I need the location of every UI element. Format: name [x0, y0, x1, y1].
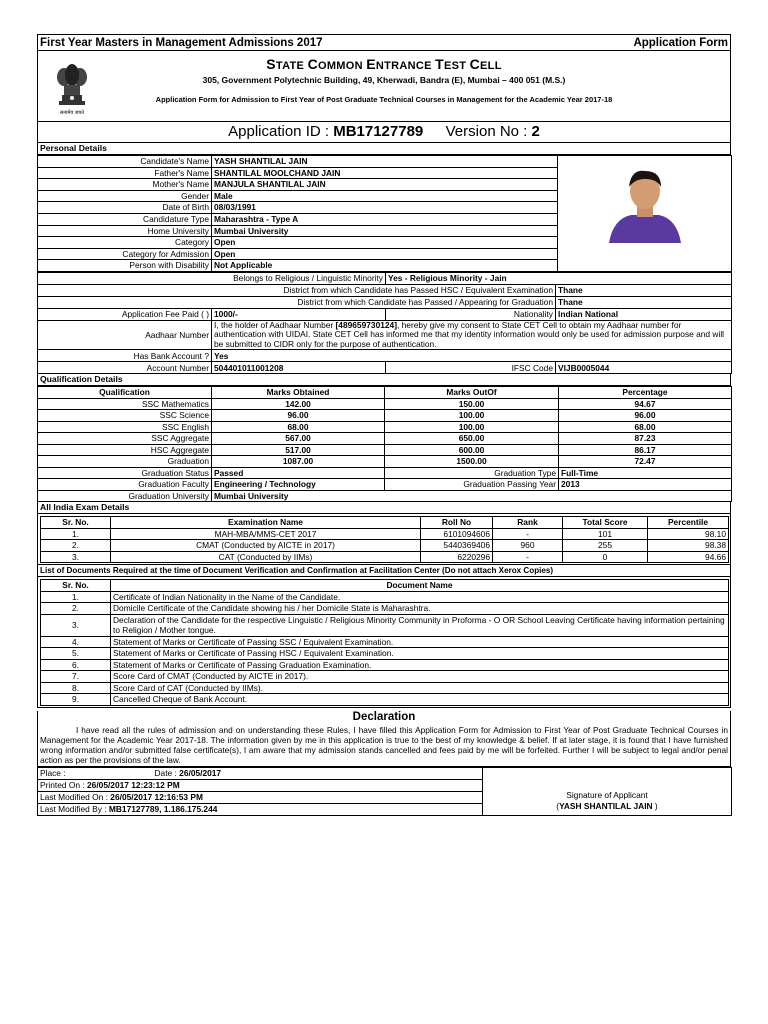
table-cell: 8. — [41, 682, 111, 694]
table-row — [41, 540, 729, 552]
exam-table-wrap — [37, 514, 731, 565]
personal-value: MANJULA SHANTILAL JAIN — [212, 179, 558, 191]
personal-value: SHANTILAL MOOLCHAND JAIN — [212, 167, 558, 179]
table-cell: 1. — [41, 528, 111, 540]
personal-details-extra — [37, 272, 732, 375]
column-header: Total Score — [563, 517, 648, 529]
table-cell: 5. — [41, 648, 111, 660]
table-row — [38, 444, 732, 456]
table-cell: 255 — [563, 540, 648, 552]
grad-status-label: Graduation Status — [38, 467, 212, 479]
personal-label: Person with Disability — [38, 260, 212, 272]
personal-label: Mother's Name — [38, 179, 212, 191]
date-field: Date : 26/05/2017 — [153, 767, 483, 779]
form-subtitle: Application Form for Admission to First Year of Post Graduate Technical Courses in Management for the Academic Year 2017-18 — [155, 95, 613, 104]
personal-value: Open — [212, 237, 558, 249]
table-row — [41, 671, 729, 683]
table-cell: 2. — [41, 540, 111, 552]
bank-account-value: Yes — [212, 350, 732, 362]
place-label: Place : — [38, 767, 153, 779]
table-cell: Statement of Marks or Certificate of Passing SSC / Equivalent Examination. — [111, 636, 729, 648]
personal-value: Open — [212, 248, 558, 260]
table-cell: 150.00 — [385, 398, 559, 410]
table-row — [41, 682, 729, 694]
table-cell: 6220296 — [421, 551, 493, 563]
application-id: MB17127789 — [333, 123, 424, 140]
account-number-label: Account Number — [38, 362, 212, 374]
table-row — [41, 551, 729, 563]
table-cell: 517.00 — [212, 444, 385, 456]
personal-value: Maharashtra - Type A — [212, 213, 558, 225]
section-exam-details: All India Exam Details — [37, 502, 731, 514]
ifsc-value: VIJB0005044 — [556, 362, 732, 374]
nationality-label: Nationality — [386, 308, 556, 320]
table-cell: 86.17 — [559, 444, 732, 456]
table-cell: 101 — [563, 528, 648, 540]
column-header: Rank — [493, 517, 563, 529]
table-cell: - — [493, 551, 563, 563]
column-header: Marks OutOf — [385, 387, 559, 399]
table-cell: Statement of Marks or Certificate of Passing Graduation Examination. — [111, 659, 729, 671]
table-cell: CMAT (Conducted by AICTE in 2017) — [111, 540, 421, 552]
table-cell: Graduation — [38, 456, 212, 468]
qualification-table — [37, 386, 732, 502]
table-cell: 94.67 — [559, 398, 732, 410]
table-cell: Score Card of CMAT (Conducted by AICTE in 2017). — [111, 671, 729, 683]
table-cell: 6. — [41, 659, 111, 671]
table-cell: 6101094606 — [421, 528, 493, 540]
table-cell: Statement of Marks or Certificate of Passing HSC / Equivalent Examination. — [111, 648, 729, 660]
table-row — [38, 456, 732, 468]
table-cell: 7. — [41, 671, 111, 683]
personal-label: Candidature Type — [38, 213, 212, 225]
aadhaar-consent: I, the holder of Aadhaar Number [489659730124], hereby give my consent to State CET Cell to obtain my Aadhaar number for authentication with UIDAI. State CET Cell has informed me that my identity information would only be used for admission purpose and will be submitted to CIDR only for the purpose of authentication. — [212, 320, 732, 350]
table-cell: 98.10 — [648, 528, 729, 540]
form-type: Application Form — [633, 36, 728, 49]
personal-label: Gender — [38, 190, 212, 202]
ifsc-label: IFSC Code — [386, 362, 556, 374]
table-cell: 3. — [41, 551, 111, 563]
personal-label: Candidate's Name — [38, 156, 212, 168]
printed-on: Printed On : 26/05/2017 12:23:12 PM — [38, 779, 483, 791]
account-number-value: 504401011001208 — [212, 362, 386, 374]
column-header: Sr. No. — [41, 580, 111, 592]
table-row — [38, 433, 732, 445]
personal-value: YASH SHANTILAL JAIN — [212, 156, 558, 168]
bank-account-label: Has Bank Account ? — [38, 350, 212, 362]
table-cell: 87.23 — [559, 433, 732, 445]
table-row — [41, 659, 729, 671]
table-row — [41, 636, 729, 648]
documents-table — [40, 579, 729, 706]
column-header: Document Name — [111, 580, 729, 592]
personal-value: Male — [212, 190, 558, 202]
declaration-text: I have read all the rules of admission and on understanding these Rules, I have filled this Application Form for Admission to First Year of Post Graduate Technical Courses in Management for the Academic Year 2017-18. The information given by me in this application is true to the best of my knowledge & belief. If at later stage, it is found that I have furnished wrong information and/or submitted false certificate(s), I am aware that my admission stands cancelled and fees paid by me will be forfeited. Further I will be subject to legal and/or penal action as per the provisions of the law. — [40, 724, 728, 765]
declaration-block — [37, 711, 731, 767]
table-cell: Declaration of the Candidate for the respective Linguistic / Religious Minority Community in Proforma - O OR School Leaving Certificate having information pertaining to Religion / Mother tongue. — [111, 614, 729, 636]
table-cell: 98.38 — [648, 540, 729, 552]
personal-details-table — [37, 155, 732, 272]
table-cell: 94.66 — [648, 551, 729, 563]
signature-label: Signature of Applicant — [566, 789, 648, 800]
grad-status-value: Passed — [212, 467, 385, 479]
table-cell: 3. — [41, 614, 111, 636]
cell-title: STATE COMMON ENTRANCE TEST CELL — [266, 56, 502, 72]
table-row — [41, 614, 729, 636]
personal-label: Date of Birth — [38, 202, 212, 214]
personal-label: Category for Admission — [38, 248, 212, 260]
personal-label: Home University — [38, 225, 212, 237]
grad-faculty-label: Graduation Faculty — [38, 479, 212, 491]
table-cell: 142.00 — [212, 398, 385, 410]
table-cell: 0 — [563, 551, 648, 563]
declaration-title: Declaration — [352, 710, 416, 723]
documents-table-wrap — [37, 577, 731, 708]
cell-address: 305, Government Polytechnic Building, 49, Kherwadi, Bandra (E), Mumbai – 400 051 (M.S.) — [202, 75, 566, 85]
table-cell: SSC English — [38, 421, 212, 433]
grad-type-value: Full-Time — [559, 467, 732, 479]
application-id-bar: Application ID : MB17127789 Version No : 2 — [37, 122, 731, 143]
section-qualification-details: Qualification Details — [37, 374, 731, 386]
column-header: Sr. No. — [41, 517, 111, 529]
exam-table — [40, 516, 729, 563]
table-cell: 4. — [41, 636, 111, 648]
column-header: Percentile — [648, 517, 729, 529]
table-cell: 9. — [41, 694, 111, 706]
last-modified-on: Last Modified On : 26/05/2017 12:16:53 PM — [38, 791, 483, 803]
signature-name: (YASH SHANTILAL JAIN ) — [556, 800, 658, 811]
grad-year-value: 2013 — [559, 479, 732, 491]
religious-minority-label: Belongs to Religious / Linguistic Minority — [38, 272, 386, 284]
aadhaar-label: Aadhaar Number — [38, 320, 212, 350]
grad-type-label: Graduation Type — [385, 467, 559, 479]
table-cell: 1500.00 — [385, 456, 559, 468]
table-cell: 100.00 — [385, 410, 559, 422]
table-cell: 96.00 — [212, 410, 385, 422]
table-cell: Score Card of CAT (Conducted by IIMs). — [111, 682, 729, 694]
signature-block — [483, 767, 732, 815]
version-number: 2 — [531, 123, 540, 140]
aadhaar-number: [489659730124] — [335, 320, 397, 330]
table-cell: 600.00 — [385, 444, 559, 456]
table-cell: 72.47 — [559, 456, 732, 468]
hsc-district-value: Thane — [556, 284, 732, 296]
section-documents: List of Documents Required at the time of Document Verification and Confirmation at Facilitation Center (Do not attach Xerox Copies) — [37, 565, 731, 577]
grad-university-value: Mumbai University — [212, 490, 732, 502]
table-cell: SSC Aggregate — [38, 433, 212, 445]
table-row — [41, 591, 729, 603]
table-row — [41, 648, 729, 660]
table-cell: 5440369406 — [421, 540, 493, 552]
application-form — [37, 34, 731, 816]
table-cell: - — [493, 528, 563, 540]
column-header: Marks Obtained — [212, 387, 385, 399]
table-cell: 68.00 — [212, 421, 385, 433]
table-row — [41, 528, 729, 540]
table-cell: 68.00 — [559, 421, 732, 433]
table-cell: MAH-MBA/MMS-CET 2017 — [111, 528, 421, 540]
personal-row — [38, 156, 732, 168]
section-personal-details: Personal Details — [37, 143, 731, 155]
table-cell: 567.00 — [212, 433, 385, 445]
cet-cell-header — [37, 51, 731, 122]
table-cell: Certificate of Indian Nationality in the Name of the Candidate. — [111, 591, 729, 603]
personal-label: Category — [38, 237, 212, 249]
fee-value: 1000/- — [212, 308, 386, 320]
personal-value: Mumbai University — [212, 225, 558, 237]
personal-value: Not Applicable — [212, 260, 558, 272]
fee-label: Application Fee Paid ( ) — [38, 308, 212, 320]
table-cell: SSC Science — [38, 410, 212, 422]
grad-faculty-value: Engineering / Technology — [212, 479, 385, 491]
table-cell: 960 — [493, 540, 563, 552]
top-title-bar — [37, 34, 731, 51]
table-cell: 1087.00 — [212, 456, 385, 468]
nationality-value: Indian National — [556, 308, 732, 320]
grad-year-label: Graduation Passing Year — [385, 479, 559, 491]
table-row — [38, 410, 732, 422]
column-header: Roll No — [421, 517, 493, 529]
table-cell: CAT (Conducted by IIMs) — [111, 551, 421, 563]
table-cell: 1. — [41, 591, 111, 603]
table-cell: HSC Aggregate — [38, 444, 212, 456]
personal-label: Father's Name — [38, 167, 212, 179]
table-row — [38, 398, 732, 410]
grad-university-label: Graduation University — [38, 490, 212, 502]
footer-table — [37, 767, 732, 816]
column-header: Qualification — [38, 387, 212, 399]
table-cell: 100.00 — [385, 421, 559, 433]
table-cell: Domicile Certificate of the Candidate showing his / her Domicile State is Maharashtra. — [111, 603, 729, 615]
personal-value: 08/03/1991 — [212, 202, 558, 214]
emblem-caption: सत्यमेव जयते — [59, 110, 85, 116]
table-cell: Cancelled Cheque of Bank Account. — [111, 694, 729, 706]
table-cell: 96.00 — [559, 410, 732, 422]
grad-district-label: District from which Candidate has Passed / Appearing for Graduation — [38, 296, 556, 308]
table-row — [41, 694, 729, 706]
grad-district-value: Thane — [556, 296, 732, 308]
candidate-photo-cell — [558, 156, 732, 272]
last-modified-by: Last Modified By : MB17127789, 1.186.175.244 — [38, 803, 483, 815]
table-cell: 2. — [41, 603, 111, 615]
table-row — [38, 421, 732, 433]
candidate-photo — [605, 159, 685, 243]
table-cell: 650.00 — [385, 433, 559, 445]
table-cell: SSC Mathematics — [38, 398, 212, 410]
column-header: Examination Name — [111, 517, 421, 529]
column-header: Percentage — [559, 387, 732, 399]
table-row — [41, 603, 729, 615]
hsc-district-label: District from which Candidate has Passed HSC / Equivalent Examination — [38, 284, 556, 296]
form-title: First Year Masters in Management Admissions 2017 — [40, 36, 323, 49]
religious-minority-value: Yes - Religious Minority - Jain — [386, 272, 732, 284]
